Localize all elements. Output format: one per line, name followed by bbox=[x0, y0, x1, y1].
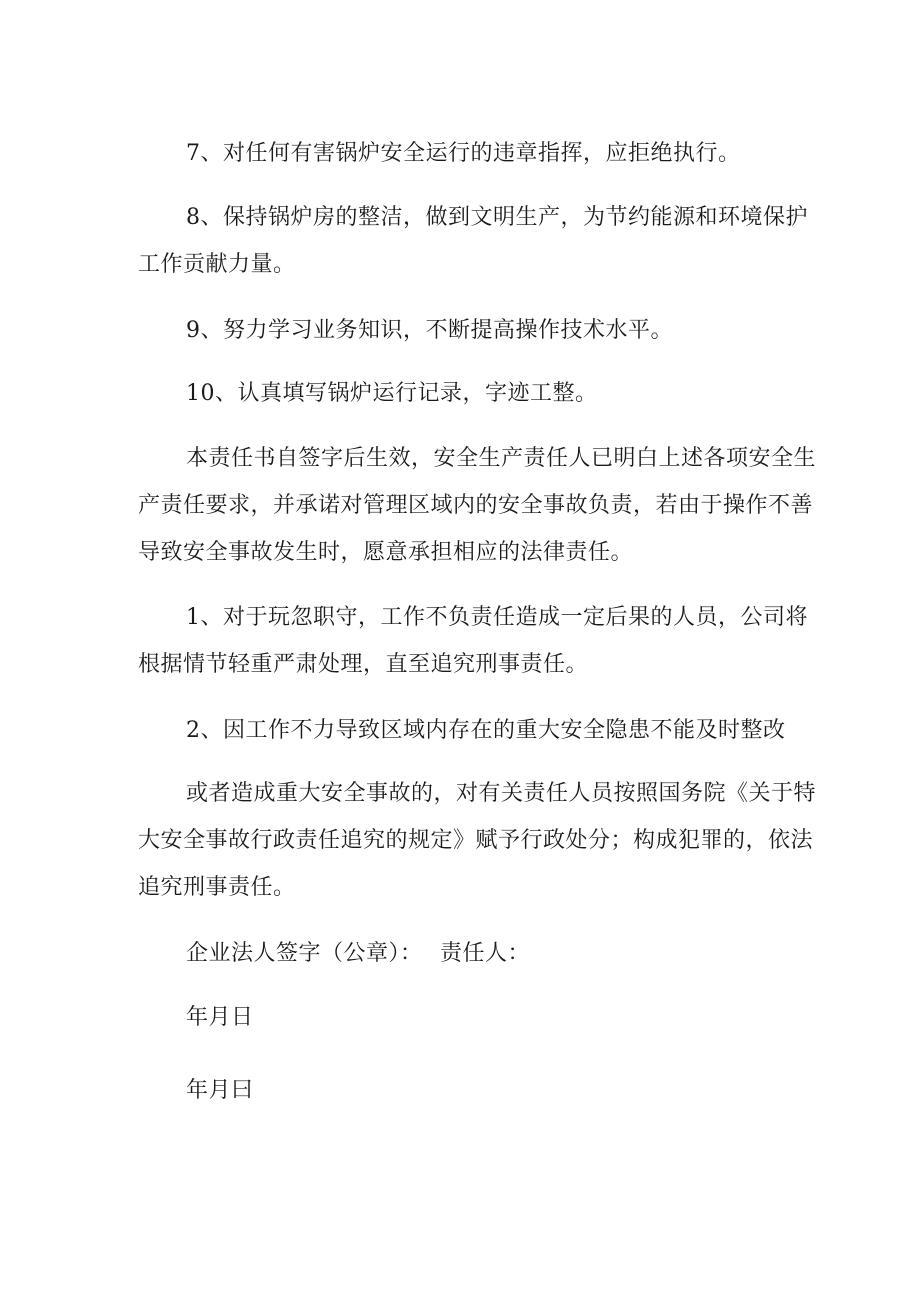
item-7: 7、对任何有害锅炉安全运行的违章指挥，应拒绝执行。 bbox=[186, 141, 741, 166]
responsible-person-label: 责任人： bbox=[440, 941, 531, 966]
penalty-2-line-2: 大安全事故行政责任追究的规定》赋予行政处分；构成犯罪的，依法 bbox=[138, 828, 814, 853]
commitment-line-1: 本责任书自签字后生效，安全生产责任人已明白上述各项安全生 bbox=[186, 446, 817, 471]
commitment-line-2: 产责任要求，并承诺对管理区域内的安全事故负责，若由于操作不善 bbox=[138, 493, 814, 518]
item-8-line-2: 工作贡献力量。 bbox=[138, 252, 296, 277]
item-10: 10、认真填写锅炉运行记录，字迹工整。 bbox=[186, 381, 598, 406]
penalty-2-line-1: 或者造成重大安全事故的，对有关责任人员按照国务院《关于特 bbox=[186, 781, 817, 806]
date-line-1: 年月日 bbox=[186, 1005, 254, 1030]
penalty-1-line-2: 根据情节轻重严肃处理，直至追究刑事责任。 bbox=[138, 652, 589, 677]
penalty-2-heading: 2、因工作不力导致区域内存在的重大安全隐患不能及时整改 bbox=[186, 718, 786, 743]
penalty-1-line-1: 1、对于玩忽职守，工作不负责任造成一定后果的人员，公司将 bbox=[186, 605, 808, 630]
item-8-line-1: 8、保持锅炉房的整洁，做到文明生产，为节约能源和环境保护 bbox=[186, 205, 808, 230]
commitment-line-3: 导致安全事故发生时，愿意承担相应的法律责任。 bbox=[138, 540, 634, 565]
legal-person-signature-label: 企业法人签字（公章）： bbox=[186, 941, 423, 966]
penalty-2-line-3: 追究刑事责任。 bbox=[138, 875, 296, 900]
date-line-2: 年月曰 bbox=[186, 1078, 254, 1103]
item-9: 9、努力学习业务知识，不断提高操作技术水平。 bbox=[186, 318, 673, 343]
